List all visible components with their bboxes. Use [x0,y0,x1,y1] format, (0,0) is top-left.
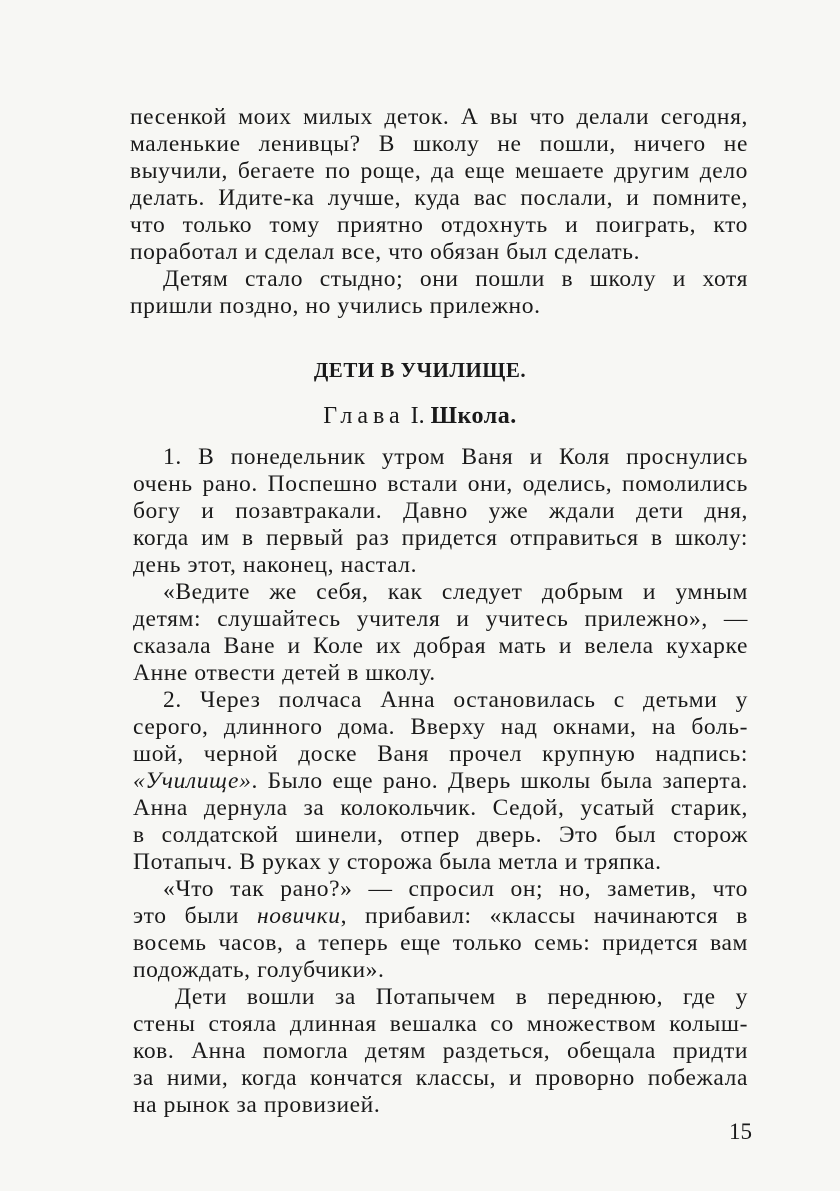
text-line: Потапыч. В руках у сторожа была метла и тряпка. [133,849,662,875]
text-line: Дети вошли за Потапычем в переднюю, где у [175,984,748,1010]
text-line: в солдатской шинели, отпер дверь. Это был сторож [133,822,748,848]
text-line: 1. В понедельник утром Ваня и Коля проснулись [163,444,748,470]
text-line: Детям стало стыдно; они пошли в школу и хотя [163,266,748,292]
chapter-title: Школа. [430,403,517,429]
text-line: стены стояла длинная вешалка со множеством колыш- [133,1011,748,1037]
text-line: «Что так рано?» — спросил он; но, заметив, что [163,876,748,902]
text-line: «Училище». Было еще рано. Дверь школы была заперта. [133,768,748,794]
text-line: на рынок за провизией. [133,1092,381,1118]
text-line: очень рано. Поспешно встали они, оделись, помолились [133,471,748,497]
text-line: пришли поздно, но учились прилежно. [130,293,541,319]
text-line: шой, черной доске Ваня прочел крупную надпись: [133,741,748,767]
chapter-heading [0,402,840,430]
text-line: Анне отвести детей в школу. [133,660,436,686]
text-line: сказала Ване и Коле их добрая мать и велела кухарке [133,633,748,659]
text-line: делать. Идите-ка лучше, куда вас послали, и помните, [130,185,748,211]
text-line: подождать, голубчики». [133,957,385,983]
italic-word: новички [257,903,341,929]
text-line: «Ведите же себя, как следует добрым и умным [163,579,748,605]
text-line: поработал и сделал все, что обязан был сделать. [130,239,641,265]
text-line: детям: слушайтесь учителя и учитесь прилежно», — [133,606,748,632]
text-line: песенкой моих милых деток. А вы что делали сегодня, [130,104,748,130]
chapter-number: I. [410,403,425,429]
text-line: когда им в первый раз придется отправиться в школу: [133,525,748,551]
text-line: серого, длинного дома. Вверху над окнами, на боль- [133,714,748,740]
chapter-label: Глава [323,403,405,429]
italic-word: «Училище» [133,768,252,794]
text-line: богу и позавтракали. Давно уже ждали дети дня, [133,498,748,524]
text-line: день этот, наконец, настал. [133,552,418,578]
section-title: ДЕТИ В УЧИЛИЩЕ. [313,358,527,382]
text-line: 2. Через полчаса Анна остановилась с детьми у [163,687,748,713]
text-line: маленькие ленивцы? В школу не пошли, ничего не [130,131,748,157]
text-line: ков. Анна помогла детям раздеться, обещала придти [133,1038,748,1064]
text-line: что только тому приятно отдохнуть и поиграть, кто [130,212,748,238]
text-line: выучили, бегаете по роще, да еще мешаете другим дело [130,158,748,184]
text-line: Анна дернула за колокольчик. Седой, усатый старик, [133,795,748,821]
text-line: это были новички, прибавил: «классы начинаются в [133,903,749,929]
text-line: за ними, когда кончатся классы, и проворно побежала [133,1065,748,1091]
page-number: 15 [729,1119,752,1144]
text-line: восемь часов, а теперь еще только семь: придется вам [133,930,748,956]
